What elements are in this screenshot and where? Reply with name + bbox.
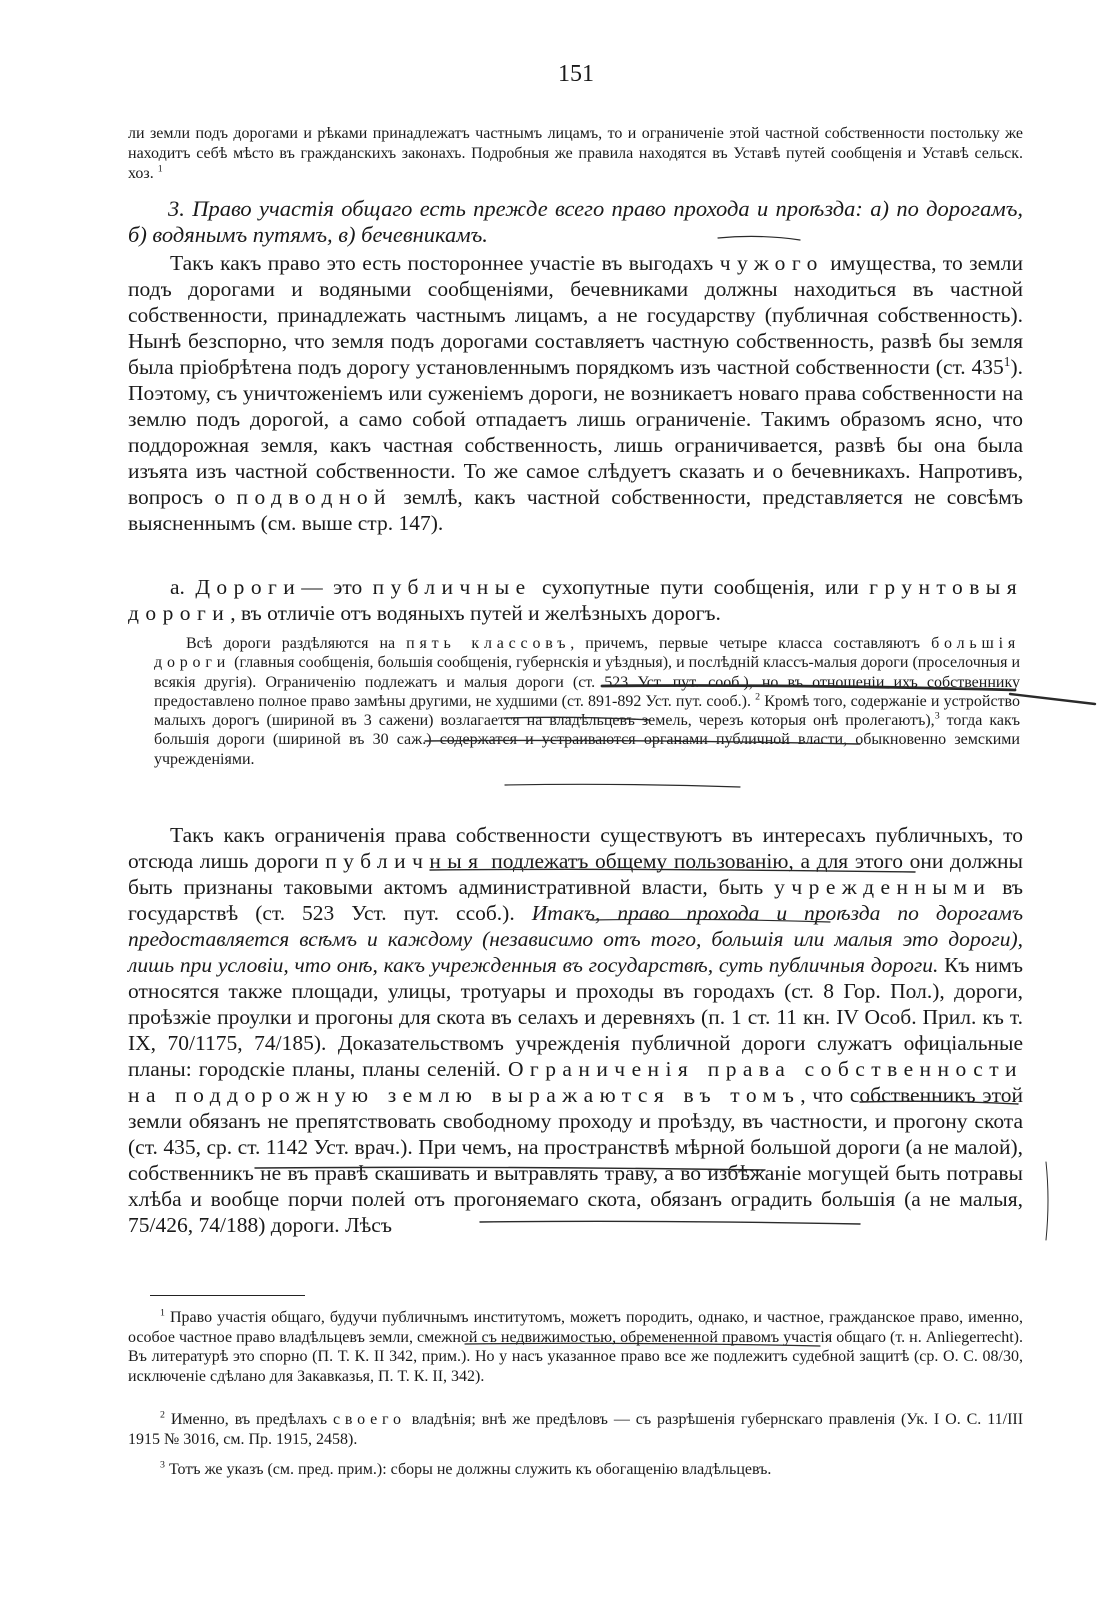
top-continuation-text: ли земли подъ дорогами и рѣками принадлежатъ частнымъ лицамъ, то и ограниченіе этой частной собственности постольку же находитъ себѣ мѣсто въ гражданскихъ законахъ. Подробныя же правила находятся въ Уставѣ путей сообщенія и Уставѣ сельск. хоз. $^1$ xyxy=(128,125,1023,182)
page-number: 151 xyxy=(558,61,594,87)
spaced-term: подводной xyxy=(236,485,392,509)
fraction: 70/1175 xyxy=(167,1031,238,1055)
spaced-term: чужого xyxy=(719,251,824,275)
spaced-term: учрежденными xyxy=(774,875,992,899)
paragraph-property-of-roads: Такъ какъ право это есть постороннее участіе въ выгодахъ чужого имущества, то земли подъ дорогами и водяными сообщеніями, бечевниками должны находиться въ частной собственности, принадлежать частнымъ лицамъ, а не государству (публичная собственность). Нынѣ безспорно, что земля подъ дорогами составляетъ частную собственность, развѣ бы земля была пріобрѣтена подъ дорогу установленнымъ порядкомъ изъ частной собственности (ст. $435^1$). Поэтому, съ уничтоженіемъ или суженіемъ дороги, не возникаетъ новаго права собственности на землю подъ дорогой, а само собой отпадаетъ лишь ограниченіе. Такимъ образомъ ясно, что поддорожная земля, какъ частная собственность, лишь ограничивается, развѣ бы она была изъята изъ частной собственности. То же самое слѣдуетъ сказать и о бечевникахъ. Напротивъ, вопросъ о подводной землѣ, какъ частной собственности, представляется не совсѣмъ выясненнымъ (см. выше стр. 147). xyxy=(128,251,1024,535)
section-heading: 3. Право участія общаго есть прежде всего право прохода и проѣзда: а) по дорогамъ, б) водянымъ путямъ, в) бечевникамъ. xyxy=(128,196,1023,247)
footnote-1: $^1$ Право участія общаго, будучи публичнымъ институтомъ, можетъ породить, однако, и частное, гражданское право, именно, особое частное право владѣльцевъ земли, смежной съ недвижимостью, обремененной правомъ участія общаго (т. н. Anliegerrecht). Въ литературѣ это спорно (П. Т. К. II 342, прим.). Но у насъ указанное право все же подлежитъ судебной защитѣ (ср. О. С. 08/30, исключеніе сдѣлано для Закавказья, П. Т. К. II, 342). xyxy=(128,1307,1024,1385)
italic-passage: Итакъ, право прохода и проѣзда по дорогамъ предоставляется всѣмъ и каждому (независимо отъ того, большія или малыя это дороги), лишь при условіи, что онѣ, какъ учрежденныя въ государствѣ, суть публичныя дороги. xyxy=(128,901,1024,977)
spaced-term: своего xyxy=(332,1411,406,1428)
spaced-term: Ограниченія права собственности на поддорожную землю выражаются въ томъ xyxy=(128,1057,1023,1107)
spaced-term: Дороги xyxy=(195,575,302,599)
footnote-separator xyxy=(150,1295,305,1296)
pencil-underline xyxy=(1010,694,1095,704)
spaced-term: большія дороги xyxy=(154,635,1020,672)
footnote-3: $^3$ Тотъ же указъ (см. пред. прим.): сборы не должны служить къ обогащенію владѣльцевъ. xyxy=(160,1459,772,1478)
paragraph-public-roads: Такъ какъ ограниченія права собственности существуютъ въ интересахъ публичныхъ, то отсюда лишь дороги публичныя подлежатъ общему пользованію, а для этого они должны быть признаны таковыми актомъ административной власти, быть учрежденными въ государствѣ (ст. 523 Уст. пут. ссоб.). Итакъ, право прохода и проѣзда по дорогамъ предоставляется всѣмъ и каждому (независимо отъ того, большія или малыя это дороги), лишь при условіи, что онѣ, какъ учрежденныя въ государствѣ, суть публичныя дороги. Къ нимъ относятся также площади, улицы, тротуары и проходы въ городахъ (ст. 8 Гор. Пол.), дороги, проѣзжіе проулки и прогоны для скота въ селахъ и деревняхъ (п. 1 ст. 11 кн. IV Особ. Прил. къ т. IX, 70/1175, 74/185). Доказательствомъ учрежденія публичной дороги служатъ офиціальные планы: городскіе планы, планы селеній. Ограниченія права собственности на поддорожную землю выражаются въ томъ, что собственникъ этой земли обязанъ не препятствовать свободному проходу и проѣзду, въ частности, и прогону скота (ст. 435, ср. ст. 1142 Уст. врач.). При чемъ, на пространствѣ мѣрной большой дороги (а не малой), собственникъ не въ правѣ скашивать и вытравлять траву, а во избѣжаніе могущей быть потравы хлѣба и вообще порчи полей отъ прогоняемаго скота, обязанъ оградить большія (а не малыя, 75/426, 74/188) дороги. Лѣсъ xyxy=(128,823,1024,1237)
fraction: 75/426 xyxy=(128,1213,188,1237)
note-road-classes: Всѣ дороги раздѣляются на пять классовъ, причемъ, первые четыре класса составляютъ большія дороги (главныя сообщенія, большія сообщенія, губернскія и уѣздныя), и послѣдній классъ-малыя дороги (проселочныя и всякія другія). Ограниченію подлежатъ и малыя дороги (ст. 523 Уст. пут. сооб.), но въ отношеніи ихъ собственнику предоставлено полное право замѣны другими, не худшими (ст. 891-892 Уст. пут. сооб.). $^2$ Кромѣ того, содержаніе и устройство малыхъ дорогъ (шириной въ 3 сажени) возлагается на владѣльцевъ земель, черезъ которыя онѣ пролегаютъ),$^3$ тогда какъ большія дороги (шириной въ 30 саж.) содержатся и устраиваются органами публичной власти, обыкновенно земскими учрежденіями. xyxy=(154,635,1021,768)
spaced-term: публичные xyxy=(372,575,532,599)
pencil-underline xyxy=(505,784,740,787)
fraction: 74/185 xyxy=(254,1031,314,1055)
footnote-ref-3: 3 xyxy=(934,710,940,722)
pencil-margin-mark xyxy=(1046,1162,1048,1240)
footnote-marker: 2 xyxy=(160,1409,165,1421)
footnote-marker: 1 xyxy=(160,1307,165,1319)
footnote-marker: 3 xyxy=(160,1459,165,1471)
fraction: 11/III xyxy=(987,1411,1024,1428)
footnote-ref-1: 1 xyxy=(157,163,163,175)
footnote-ref-2: 2 xyxy=(755,691,761,703)
spaced-term: пять классовъ xyxy=(406,635,571,652)
paragraph-roads-definition: а. Дороги— это публичные сухопутные пути сообщенія, или грунтовыя дороги, въ отличіе отъ водяныхъ путей и желѣзныхъ дорогъ. xyxy=(128,575,1024,625)
fraction: 08/30 xyxy=(982,1348,1019,1365)
footnote-2: $^2$ Именно, въ предѣлахъ своего владѣнія; внѣ же предѣловъ — съ разрѣшенія губернскаго правленія (Ук. I О. С. 11/III 1915 № 3016, см. Пр. 1915, 2458). xyxy=(128,1409,1024,1448)
spaced-term: грунтовыя дороги xyxy=(128,575,1024,625)
fraction: 74/188 xyxy=(198,1213,259,1237)
spaced-term: публичныя xyxy=(325,849,485,873)
